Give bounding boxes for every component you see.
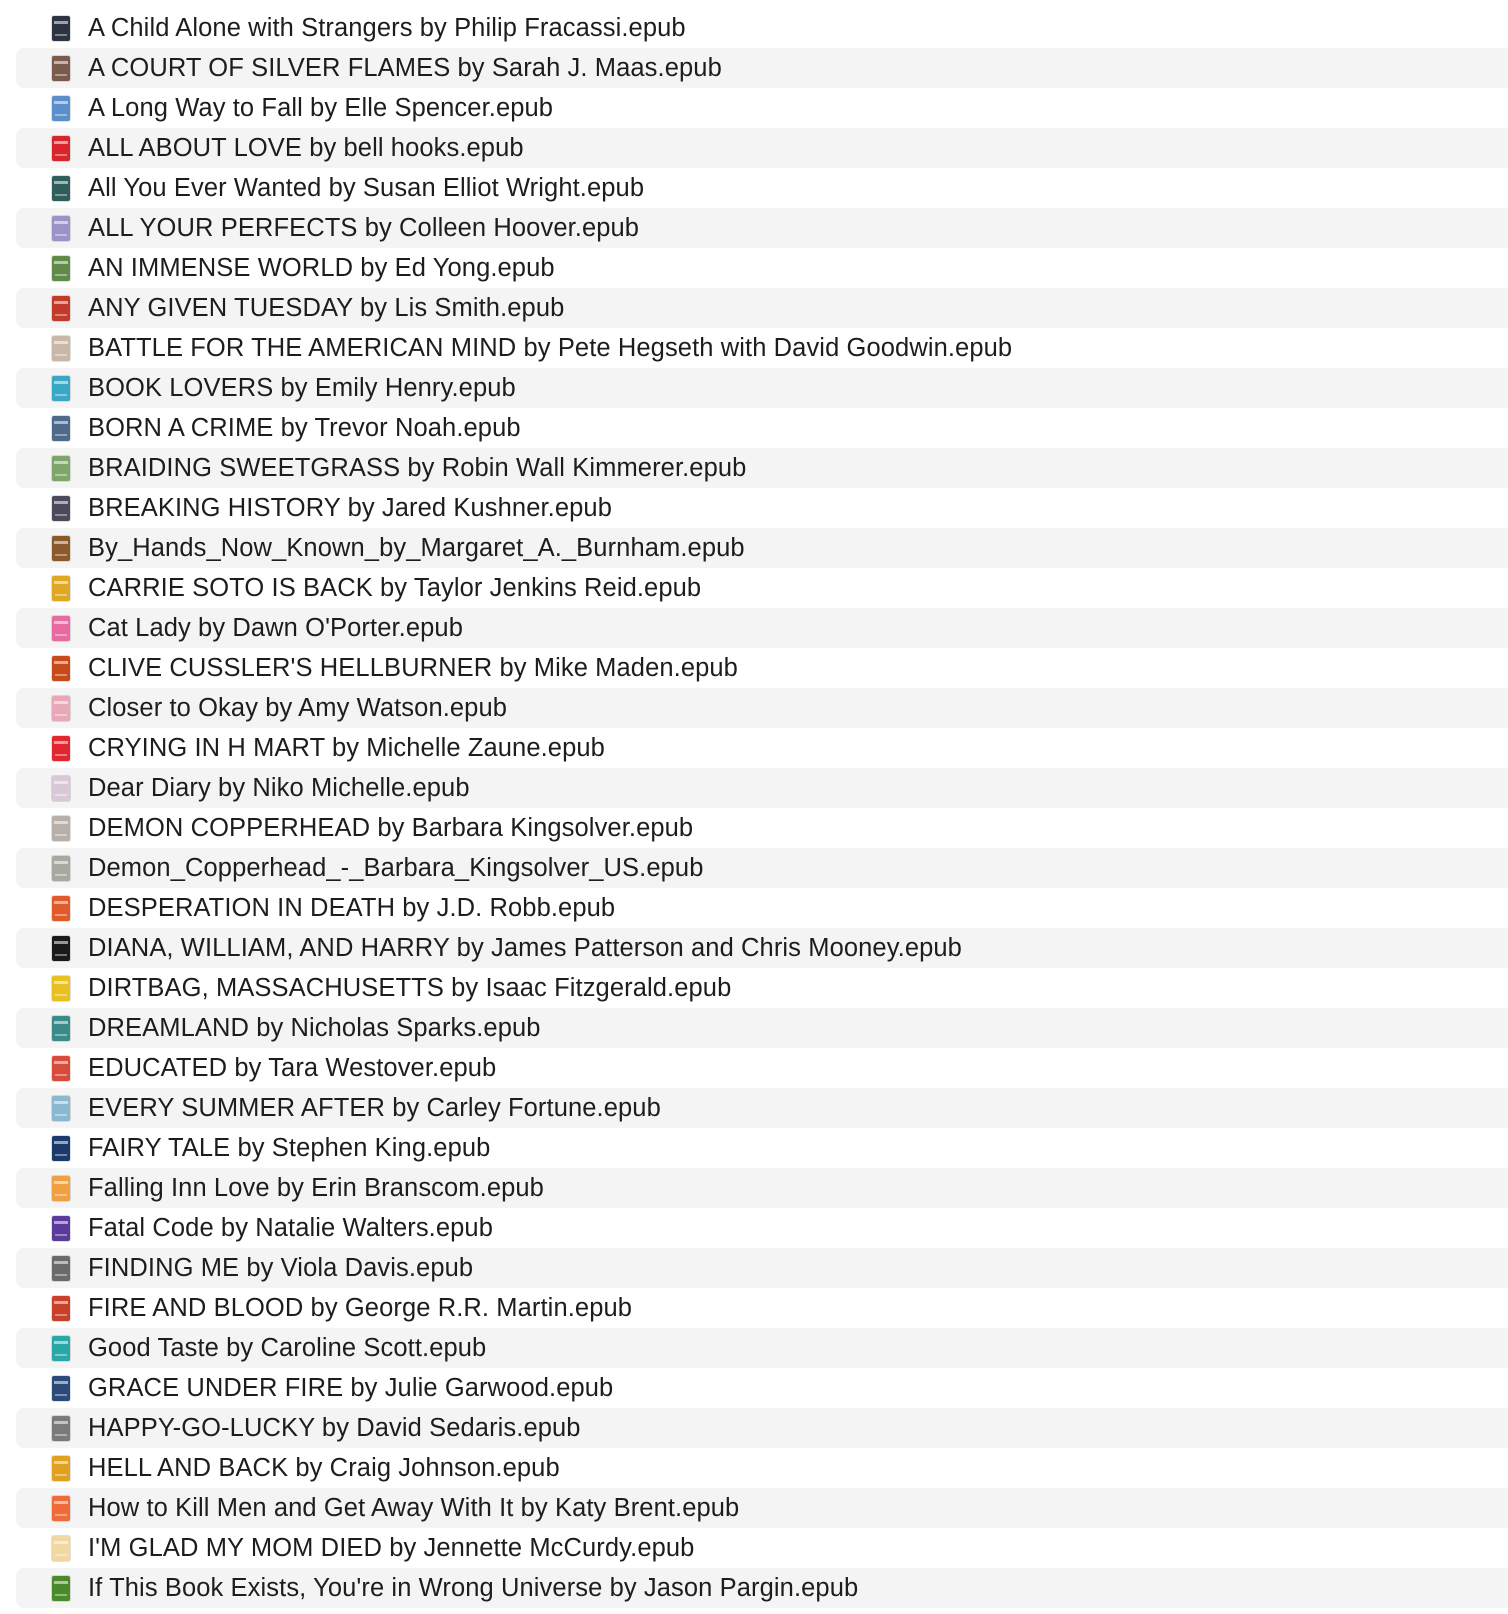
epub-cover-icon bbox=[52, 656, 70, 681]
file-row[interactable] bbox=[16, 128, 1508, 168]
epub-cover-icon bbox=[52, 1136, 70, 1161]
file-name: HAPPY-GO-LUCKY by David Sedaris.epub bbox=[88, 1414, 581, 1442]
file-name: Fatal Code by Natalie Walters.epub bbox=[88, 1214, 493, 1242]
file-row[interactable] bbox=[16, 48, 1508, 88]
file-row[interactable] bbox=[16, 168, 1508, 208]
epub-cover-icon bbox=[52, 576, 70, 601]
file-name: ANY GIVEN TUESDAY by Lis Smith.epub bbox=[88, 294, 565, 322]
file-row[interactable] bbox=[16, 328, 1508, 368]
file-row[interactable] bbox=[16, 1488, 1508, 1528]
file-row[interactable] bbox=[16, 1448, 1508, 1488]
file-name: Closer to Okay by Amy Watson.epub bbox=[88, 694, 508, 722]
epub-cover-icon bbox=[52, 976, 70, 1001]
file-name: Falling Inn Love by Erin Branscom.epub bbox=[88, 1174, 544, 1202]
epub-cover-icon bbox=[52, 816, 70, 841]
epub-cover-icon bbox=[52, 536, 70, 561]
file-row[interactable] bbox=[16, 208, 1508, 248]
file-row[interactable] bbox=[16, 728, 1508, 768]
epub-cover-icon bbox=[52, 896, 70, 921]
epub-cover-icon bbox=[52, 1576, 70, 1601]
file-row[interactable] bbox=[16, 928, 1508, 968]
file-row[interactable] bbox=[16, 848, 1508, 888]
file-row[interactable] bbox=[16, 1088, 1508, 1128]
epub-cover-icon bbox=[52, 776, 70, 801]
epub-cover-icon bbox=[52, 296, 70, 321]
epub-cover-icon bbox=[52, 176, 70, 201]
file-name: A Child Alone with Strangers by Philip Fracassi.epub bbox=[88, 14, 686, 42]
epub-cover-icon bbox=[52, 736, 70, 761]
file-row[interactable] bbox=[16, 1368, 1508, 1408]
file-row[interactable] bbox=[16, 608, 1508, 648]
file-name: BOOK LOVERS by Emily Henry.epub bbox=[88, 374, 516, 402]
epub-cover-icon bbox=[52, 1456, 70, 1481]
file-row[interactable] bbox=[16, 968, 1508, 1008]
epub-cover-icon bbox=[52, 1056, 70, 1081]
file-name: DESPERATION IN DEATH by J.D. Robb.epub bbox=[88, 894, 616, 922]
file-name: How to Kill Men and Get Away With It by Katy Brent.epub bbox=[88, 1494, 740, 1522]
file-row[interactable] bbox=[16, 1568, 1508, 1608]
epub-cover-icon bbox=[52, 16, 70, 41]
file-name: By_Hands_Now_Known_by_Margaret_A._Burnham.epub bbox=[88, 534, 745, 562]
file-name: If This Book Exists, You're in Wrong Universe by Jason Pargin.epub bbox=[88, 1574, 859, 1602]
file-name: Good Taste by Caroline Scott.epub bbox=[88, 1334, 487, 1362]
file-row[interactable] bbox=[16, 448, 1508, 488]
epub-cover-icon bbox=[52, 696, 70, 721]
file-name: BATTLE FOR THE AMERICAN MIND by Pete Hegseth with David Goodwin.epub bbox=[88, 334, 1013, 362]
file-row[interactable] bbox=[16, 1048, 1508, 1088]
file-name: AN IMMENSE WORLD by Ed Yong.epub bbox=[88, 254, 555, 282]
file-row[interactable] bbox=[16, 1408, 1508, 1448]
epub-cover-icon bbox=[52, 1216, 70, 1241]
epub-cover-icon bbox=[52, 416, 70, 441]
file-name: ALL YOUR PERFECTS by Colleen Hoover.epub bbox=[88, 214, 640, 242]
epub-cover-icon bbox=[52, 376, 70, 401]
file-row[interactable] bbox=[16, 408, 1508, 448]
file-name: FINDING ME by Viola Davis.epub bbox=[88, 1254, 474, 1282]
file-name: CLIVE CUSSLER'S HELLBURNER by Mike Maden.epub bbox=[88, 654, 738, 682]
file-name: BREAKING HISTORY by Jared Kushner.epub bbox=[88, 494, 612, 522]
epub-cover-icon bbox=[52, 216, 70, 241]
file-name: I'M GLAD MY MOM DIED by Jennette McCurdy.epub bbox=[88, 1534, 695, 1562]
file-name: HELL AND BACK by Craig Johnson.epub bbox=[88, 1454, 560, 1482]
epub-cover-icon bbox=[52, 1296, 70, 1321]
epub-cover-icon bbox=[52, 1536, 70, 1561]
epub-cover-icon bbox=[52, 96, 70, 121]
file-name: Demon_Copperhead_-_Barbara_Kingsolver_US.epub bbox=[88, 854, 704, 882]
file-row[interactable] bbox=[16, 8, 1508, 48]
file-row[interactable] bbox=[16, 1528, 1508, 1568]
file-name: DEMON COPPERHEAD by Barbara Kingsolver.epub bbox=[88, 814, 694, 842]
epub-cover-icon bbox=[52, 936, 70, 961]
epub-cover-icon bbox=[52, 856, 70, 881]
file-row[interactable] bbox=[16, 368, 1508, 408]
file-name: FAIRY TALE by Stephen King.epub bbox=[88, 1134, 491, 1162]
file-row[interactable] bbox=[16, 888, 1508, 928]
epub-cover-icon bbox=[52, 496, 70, 521]
file-row[interactable] bbox=[16, 1328, 1508, 1368]
file-row[interactable] bbox=[16, 1008, 1508, 1048]
epub-cover-icon bbox=[52, 1176, 70, 1201]
file-name: EVERY SUMMER AFTER by Carley Fortune.epub bbox=[88, 1094, 661, 1122]
file-row[interactable] bbox=[16, 648, 1508, 688]
file-row[interactable] bbox=[16, 1248, 1508, 1288]
file-row[interactable] bbox=[16, 1128, 1508, 1168]
epub-cover-icon bbox=[52, 1096, 70, 1121]
file-row[interactable] bbox=[16, 88, 1508, 128]
file-name: CRYING IN H MART by Michelle Zaune.epub bbox=[88, 734, 605, 762]
epub-cover-icon bbox=[52, 256, 70, 281]
file-row[interactable] bbox=[16, 288, 1508, 328]
file-row[interactable] bbox=[16, 528, 1508, 568]
epub-cover-icon bbox=[52, 456, 70, 481]
file-name: Cat Lady by Dawn O'Porter.epub bbox=[88, 614, 463, 642]
file-name: DREAMLAND by Nicholas Sparks.epub bbox=[88, 1014, 541, 1042]
file-name: GRACE UNDER FIRE by Julie Garwood.epub bbox=[88, 1374, 614, 1402]
file-name: BORN A CRIME by Trevor Noah.epub bbox=[88, 414, 521, 442]
file-row[interactable] bbox=[16, 248, 1508, 288]
file-name: A COURT OF SILVER FLAMES by Sarah J. Maas.epub bbox=[88, 54, 722, 82]
epub-cover-icon bbox=[52, 1416, 70, 1441]
file-row[interactable] bbox=[16, 808, 1508, 848]
epub-cover-icon bbox=[52, 1336, 70, 1361]
file-row[interactable] bbox=[16, 688, 1508, 728]
file-row[interactable] bbox=[16, 1288, 1508, 1328]
epub-cover-icon bbox=[52, 616, 70, 641]
epub-cover-icon bbox=[52, 1256, 70, 1281]
file-name: All You Ever Wanted by Susan Elliot Wright.epub bbox=[88, 174, 645, 202]
file-name: DIANA, WILLIAM, AND HARRY by James Patterson and Chris Mooney.epub bbox=[88, 934, 962, 962]
file-row[interactable] bbox=[16, 1168, 1508, 1208]
file-row[interactable] bbox=[16, 488, 1508, 528]
file-name: FIRE AND BLOOD by George R.R. Martin.epub bbox=[88, 1294, 633, 1322]
file-name: ALL ABOUT LOVE by bell hooks.epub bbox=[88, 134, 524, 162]
epub-cover-icon bbox=[52, 136, 70, 161]
epub-cover-icon bbox=[52, 1016, 70, 1041]
epub-cover-icon bbox=[52, 1376, 70, 1401]
epub-cover-icon bbox=[52, 1496, 70, 1521]
file-name: BRAIDING SWEETGRASS by Robin Wall Kimmerer.epub bbox=[88, 454, 747, 482]
file-list bbox=[0, 8, 1508, 1608]
file-name: EDUCATED by Tara Westover.epub bbox=[88, 1054, 497, 1082]
file-row[interactable] bbox=[16, 768, 1508, 808]
file-name: Dear Diary by Niko Michelle.epub bbox=[88, 774, 470, 802]
file-row[interactable] bbox=[16, 568, 1508, 608]
file-row[interactable] bbox=[16, 1208, 1508, 1248]
file-name: DIRTBAG, MASSACHUSETTS by Isaac Fitzgerald.epub bbox=[88, 974, 732, 1002]
epub-cover-icon bbox=[52, 56, 70, 81]
file-name: CARRIE SOTO IS BACK by Taylor Jenkins Reid.epub bbox=[88, 574, 702, 602]
epub-cover-icon bbox=[52, 336, 70, 361]
file-name: A Long Way to Fall by Elle Spencer.epub bbox=[88, 94, 554, 122]
